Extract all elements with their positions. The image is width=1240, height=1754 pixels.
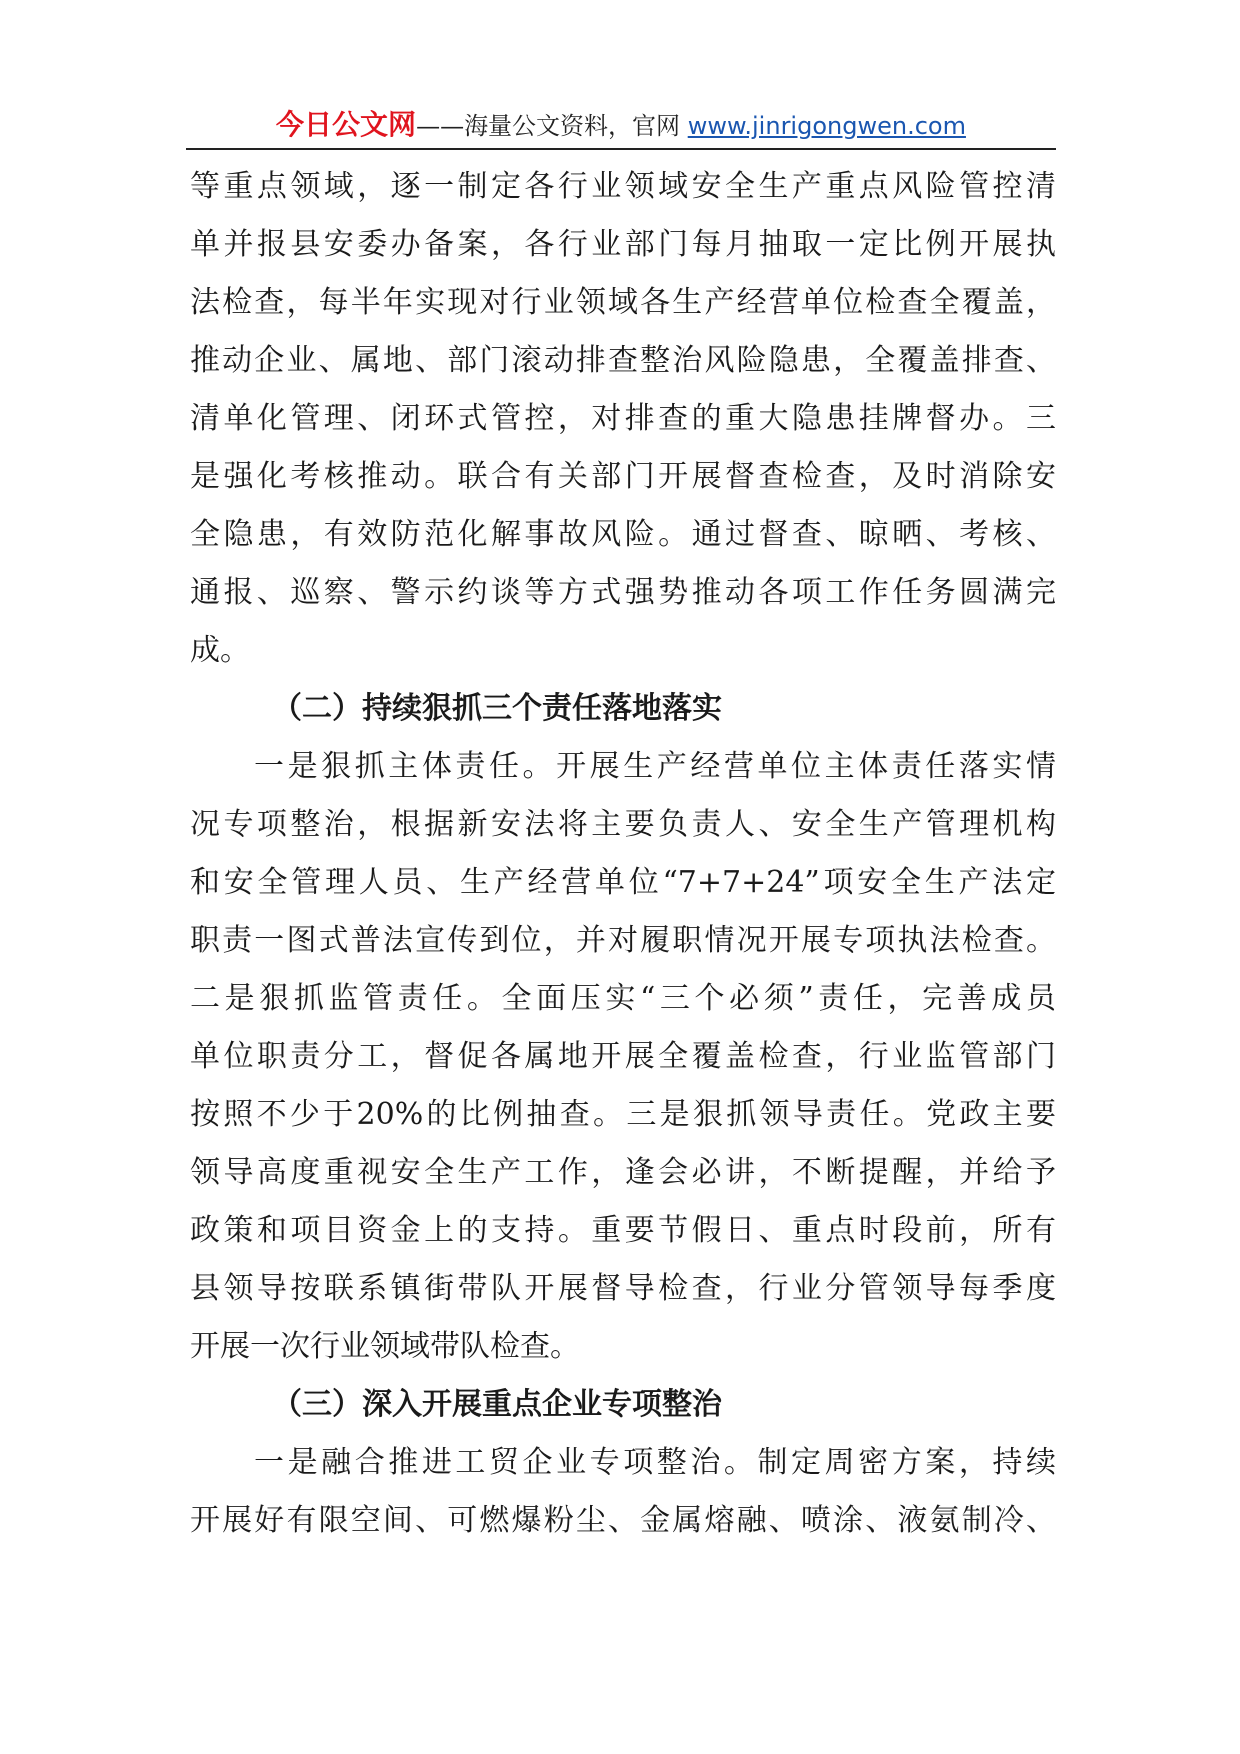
body-line: 单位职责分工，督促各属地开展全覆盖检查，行业监管部门 <box>190 1039 1056 1074</box>
paragraph-first-line: 一是融合推进工贸企业专项整治。制定周密方案，持续 <box>254 1445 1056 1480</box>
paragraph-first-line: 一是狠抓主体责任。开展生产经营单位主体责任落实情 <box>254 749 1056 784</box>
body-line: 领导高度重视安全生产工作，逢会必讲，不断提醒，并给予 <box>190 1155 1056 1190</box>
body-line: 是强化考核推动。联合有关部门开展督查检查，及时消除安 <box>190 459 1056 494</box>
header-dash: —— <box>416 112 465 140</box>
site-url-link[interactable]: www.jinrigongwen.com <box>687 112 966 140</box>
section-heading-3: （三）深入开展重点企业专项整治 <box>272 1387 722 1422</box>
section-heading-2: （二）持续狠抓三个责任落地落实 <box>272 691 722 726</box>
document-body <box>190 158 1056 1550</box>
site-header <box>186 102 1056 150</box>
body-line: 况专项整治，根据新安法将主要负责人、安全生产管理机构 <box>190 807 1056 842</box>
body-line: 政策和项目资金上的支持。重要节假日、重点时段前，所有 <box>190 1213 1056 1248</box>
site-description: 海量公文资料，官网 <box>464 112 688 140</box>
body-line: 全隐患，有效防范化解事故风险。通过督查、晾晒、考核、 <box>190 517 1056 552</box>
body-line: 开展一次行业领域带队检查。 <box>190 1329 580 1364</box>
body-line: 按照不少于20%的比例抽查。三是狠抓领导责任。党政主要 <box>190 1097 1056 1132</box>
body-line: 成。 <box>190 633 250 668</box>
body-line: 等重点领域，逐一制定各行业领域安全生产重点风险管控清 <box>190 169 1056 204</box>
body-line: 开展好有限空间、可燃爆粉尘、金属熔融、喷涂、液氨制冷、 <box>190 1503 1056 1538</box>
body-line: 单并报县安委办备案，各行业部门每月抽取一定比例开展执 <box>190 227 1056 262</box>
body-line: 清单化管理、闭环式管控，对排查的重大隐患挂牌督办。三 <box>190 401 1056 436</box>
body-line: 通报、巡察、警示约谈等方式强势推动各项工作任务圆满完 <box>190 575 1056 610</box>
body-line: 和安全管理人员、生产经营单位“7+7+24”项安全生产法定 <box>190 865 1056 900</box>
body-line: 二是狠抓监管责任。全面压实“三个必须”责任，完善成员 <box>190 981 1056 1016</box>
body-line: 职责一图式普法宣传到位，并对履职情况开展专项执法检查。 <box>190 923 1056 958</box>
site-brand[interactable]: 今日公文网 <box>276 108 417 141</box>
body-line: 县领导按联系镇街带队开展督导检查，行业分管领导每季度 <box>190 1271 1056 1306</box>
body-line: 推动企业、属地、部门滚动排查整治风险隐患，全覆盖排查、 <box>190 343 1056 378</box>
body-line: 法检查，每半年实现对行业领域各生产经营单位检查全覆盖， <box>190 285 1056 320</box>
